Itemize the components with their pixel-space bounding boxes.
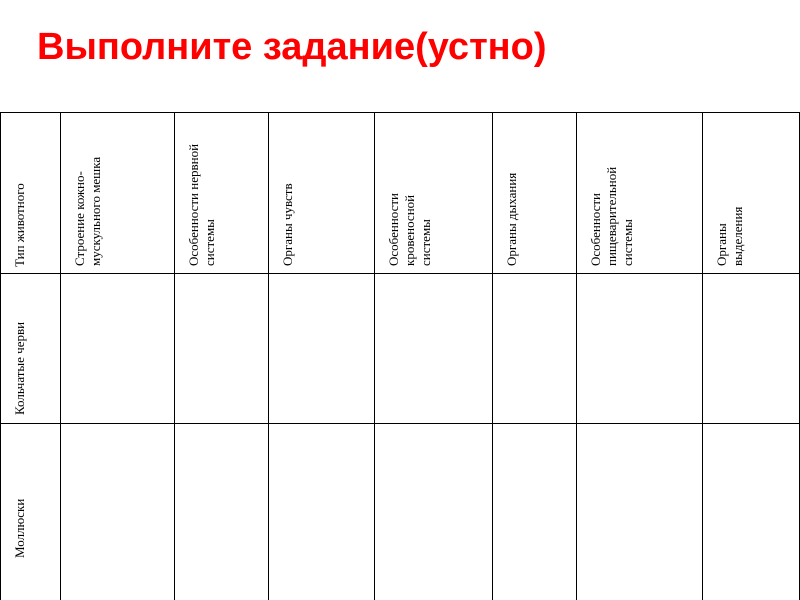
- column-header-sense-organs: Органы чувств: [280, 183, 295, 266]
- page-title: Выполните задание(устно): [37, 26, 547, 68]
- table-vertical-line: [174, 112, 175, 600]
- table-vertical-line: [576, 112, 577, 600]
- column-header-nervous-system: Особенности нервной системы: [186, 143, 217, 266]
- column-header-digestive-system: Особенности пищеварительной системы: [588, 166, 635, 266]
- column-header-excretory-organs: Органы выделения: [714, 206, 745, 266]
- row-header-annelids: Кольчатые черви: [12, 321, 27, 415]
- table-vertical-line: [492, 112, 493, 600]
- table-vertical-line: [0, 112, 1, 600]
- column-header-skin-muscle-sac: Строение кожно-мускульного мешка: [72, 156, 103, 266]
- table-horizontal-line: [0, 423, 800, 424]
- table-vertical-line: [268, 112, 269, 600]
- table-vertical-line: [374, 112, 375, 600]
- column-header-respiratory-organs: Органы дыхания: [504, 172, 519, 266]
- row-header-mollusks: Моллюски: [12, 498, 27, 558]
- comparison-table: [0, 112, 800, 600]
- table-horizontal-line: [0, 112, 800, 113]
- column-header-circulatory-system: Особенности кровеносной системы: [386, 192, 433, 266]
- table-horizontal-line: [0, 273, 800, 274]
- table-vertical-line: [60, 112, 61, 600]
- row-header-animal-type: Тип животного: [12, 183, 27, 267]
- table-vertical-line: [702, 112, 703, 600]
